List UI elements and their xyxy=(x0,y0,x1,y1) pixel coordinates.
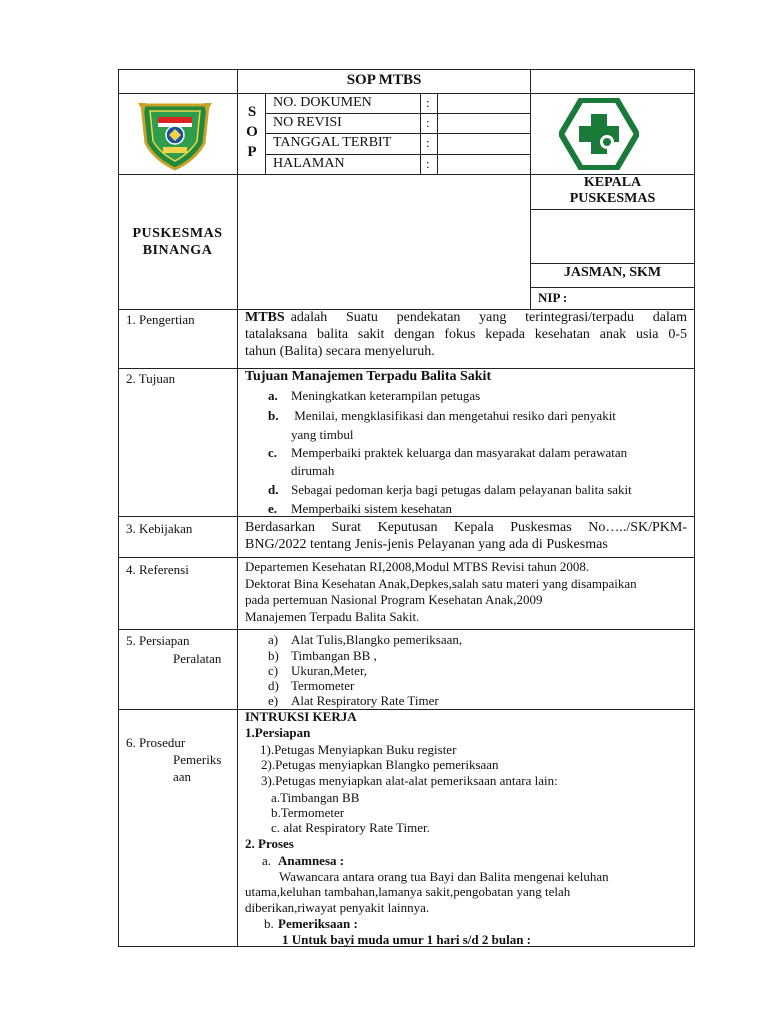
rule xyxy=(118,93,695,94)
referensi-line: Departemen Kesehatan RI,2008,Modul MTBS Revisi tahun 2008. xyxy=(245,559,590,574)
anamnesa-line: Wawancara antara orang tua Bayi dan Balita mengenai keluhan xyxy=(279,869,609,884)
meta-separator: : xyxy=(426,115,430,130)
sop-letter: S xyxy=(247,104,257,120)
section-label-kebijakan: 3. Kebijakan xyxy=(126,521,193,536)
meta-label-no-dokumen: NO. DOKUMEN xyxy=(273,95,372,110)
list-marker: b. xyxy=(264,916,274,931)
sop-letter: P xyxy=(247,144,257,160)
pengertian-line1 xyxy=(245,310,687,326)
rule xyxy=(118,629,695,630)
tujuan-item: Meningkatkan keterampilan petugas xyxy=(291,388,481,403)
org-name-line1: PUSKESMAS xyxy=(132,226,223,241)
section-label-prosedur: 6. Prosedur xyxy=(126,735,186,750)
meta-label-halaman: HALAMAN xyxy=(273,156,345,171)
org-name-line2: BINANGA xyxy=(142,243,213,258)
section-label-referensi: 4. Referensi xyxy=(126,562,189,577)
document-title: SOP MTBS xyxy=(346,72,422,88)
peralatan-item: Alat Respiratory Rate Timer xyxy=(291,693,439,708)
list-marker: d) xyxy=(268,678,279,693)
pengertian-term: MTBS xyxy=(245,310,285,325)
head-name: JASMAN, SKM xyxy=(563,265,662,280)
list-marker: b. xyxy=(268,408,279,423)
prosedur-heading: INTRUKSI KERJA xyxy=(245,709,357,724)
table-border-left xyxy=(118,69,119,947)
rule xyxy=(530,209,695,210)
nip-label: NIP : xyxy=(538,290,568,305)
referensi-line: pada pertemuan Nasional Program Kesehatan Anak,2009 xyxy=(245,592,543,607)
anamnesa-title: Anamnesa : xyxy=(278,853,345,868)
tujuan-item: Menilai, mengklasifikasi dan mengetahui resiko dari penyakit xyxy=(291,408,616,423)
rule xyxy=(265,113,530,114)
referensi-line: Manajemen Terpadu Balita Sakit. xyxy=(245,609,420,624)
pengertian-text: adalah Suatu pendekatan yang terintegrasi/terpadu dalam xyxy=(290,310,687,325)
referensi-line: Dektorat Bina Kesehatan Anak,Depkes,salah satu materi yang disampaikan xyxy=(245,576,637,591)
list-marker: e) xyxy=(268,693,279,708)
section-label-persiapan-cont: Peralatan xyxy=(173,651,222,666)
rule xyxy=(118,557,695,558)
persiapan-substep: c. alat Respiratory Rate Timer. xyxy=(271,820,430,835)
anamnesa-line: diberikan,riwayat penyakit lainnya. xyxy=(245,900,430,915)
tujuan-item: Sebagai pedoman kerja bagi petugas dalam pelayanan balita sakit xyxy=(291,482,632,497)
list-marker: b) xyxy=(268,648,279,663)
pemeriksaan-title: Pemeriksaan : xyxy=(278,916,358,931)
persiapan-title: 1.Persiapan xyxy=(245,725,311,740)
tujuan-item: Memperbaiki praktek keluarga dan masyarakat dalam perawatan xyxy=(291,445,628,460)
pengertian-line3: tahun (Balita) secara menyeluruh. xyxy=(245,344,435,359)
peralatan-item: Ukuran,Meter, xyxy=(291,663,368,678)
rule xyxy=(530,263,695,264)
pengertian-line2: tatalaksana balita sakit dengan fokus kepada kesehatan anak usia 0-5 xyxy=(245,327,687,342)
tujuan-heading: Tujuan Manajemen Terpadu Balita Sakit xyxy=(245,369,492,384)
list-marker: d. xyxy=(268,482,279,497)
list-marker: a. xyxy=(268,388,278,403)
rule xyxy=(530,287,695,288)
peralatan-item: Alat Tulis,Blangko pemeriksaan, xyxy=(291,632,463,647)
table-border-top xyxy=(118,69,695,70)
rule xyxy=(420,93,421,174)
peralatan-item: Termometer xyxy=(291,678,355,693)
head-title-line2: PUSKESMAS xyxy=(569,191,656,206)
pemeriksaan-subtitle: 1 Untuk bayi muda umur 1 hari s/d 2 bulan : xyxy=(282,932,532,947)
rule xyxy=(237,69,238,947)
peralatan-item: Timbangan BB , xyxy=(291,648,377,663)
section-label-tujuan: 2. Tujuan xyxy=(126,371,176,386)
proses-title: 2. Proses xyxy=(245,836,294,851)
rule xyxy=(265,154,530,155)
rule xyxy=(265,133,530,134)
kebijakan-line1: Berdasarkan Surat Keputusan Kepala Puskesmas No…../SK/PKM- xyxy=(245,520,687,535)
list-marker: c) xyxy=(268,663,279,678)
anamnesa-line: utama,keluhan tambahan,lamanya sakit,pengobatan yang telah xyxy=(245,884,571,899)
section-label-persiapan: 5. Persiapan xyxy=(126,633,190,648)
persiapan-step: 2).Petugas menyiapkan Blangko pemeriksaan xyxy=(261,757,499,772)
puskesmas-logo xyxy=(559,98,639,170)
rule xyxy=(437,93,438,174)
rule xyxy=(118,709,695,710)
list-marker: c. xyxy=(268,445,278,460)
section-label-pengertian: 1. Pengertian xyxy=(126,312,195,327)
meta-label-tanggal-terbit: TANGGAL TERBIT xyxy=(273,135,392,150)
persiapan-substep: b.Termometer xyxy=(271,805,345,820)
list-marker: e. xyxy=(268,501,278,516)
meta-separator: : xyxy=(426,135,430,150)
persiapan-step: 3).Petugas menyiapkan alat-alat pemeriksaan antara lain: xyxy=(261,773,558,788)
kebijakan-line2: BNG/2022 tentang Jenis-jenis Pelayanan yang ada di Puskesmas xyxy=(245,537,608,552)
regional-emblem-logo xyxy=(136,97,214,172)
persiapan-step: 1).Petugas Menyiapkan Buku register xyxy=(260,742,457,757)
head-title-line1: KEPALA xyxy=(583,175,642,190)
rule xyxy=(265,93,266,174)
tujuan-item-cont: yang timbul xyxy=(291,427,354,442)
section-label-prosedur-cont: aan xyxy=(173,769,192,784)
persiapan-substep: a.Timbangan BB xyxy=(271,790,360,805)
tujuan-item: Memperbaiki sistem kesehatan xyxy=(291,501,453,516)
section-label-prosedur-cont: Pemeriks xyxy=(173,752,222,767)
tujuan-item-cont: dirumah xyxy=(291,463,335,478)
list-marker: a) xyxy=(268,632,279,647)
list-marker: a. xyxy=(262,853,272,868)
sop-letter: O xyxy=(246,124,258,140)
table-border-right xyxy=(694,69,695,947)
meta-label-no-revisi: NO REVISI xyxy=(273,115,342,130)
meta-separator: : xyxy=(426,95,430,110)
meta-separator: : xyxy=(426,156,430,171)
